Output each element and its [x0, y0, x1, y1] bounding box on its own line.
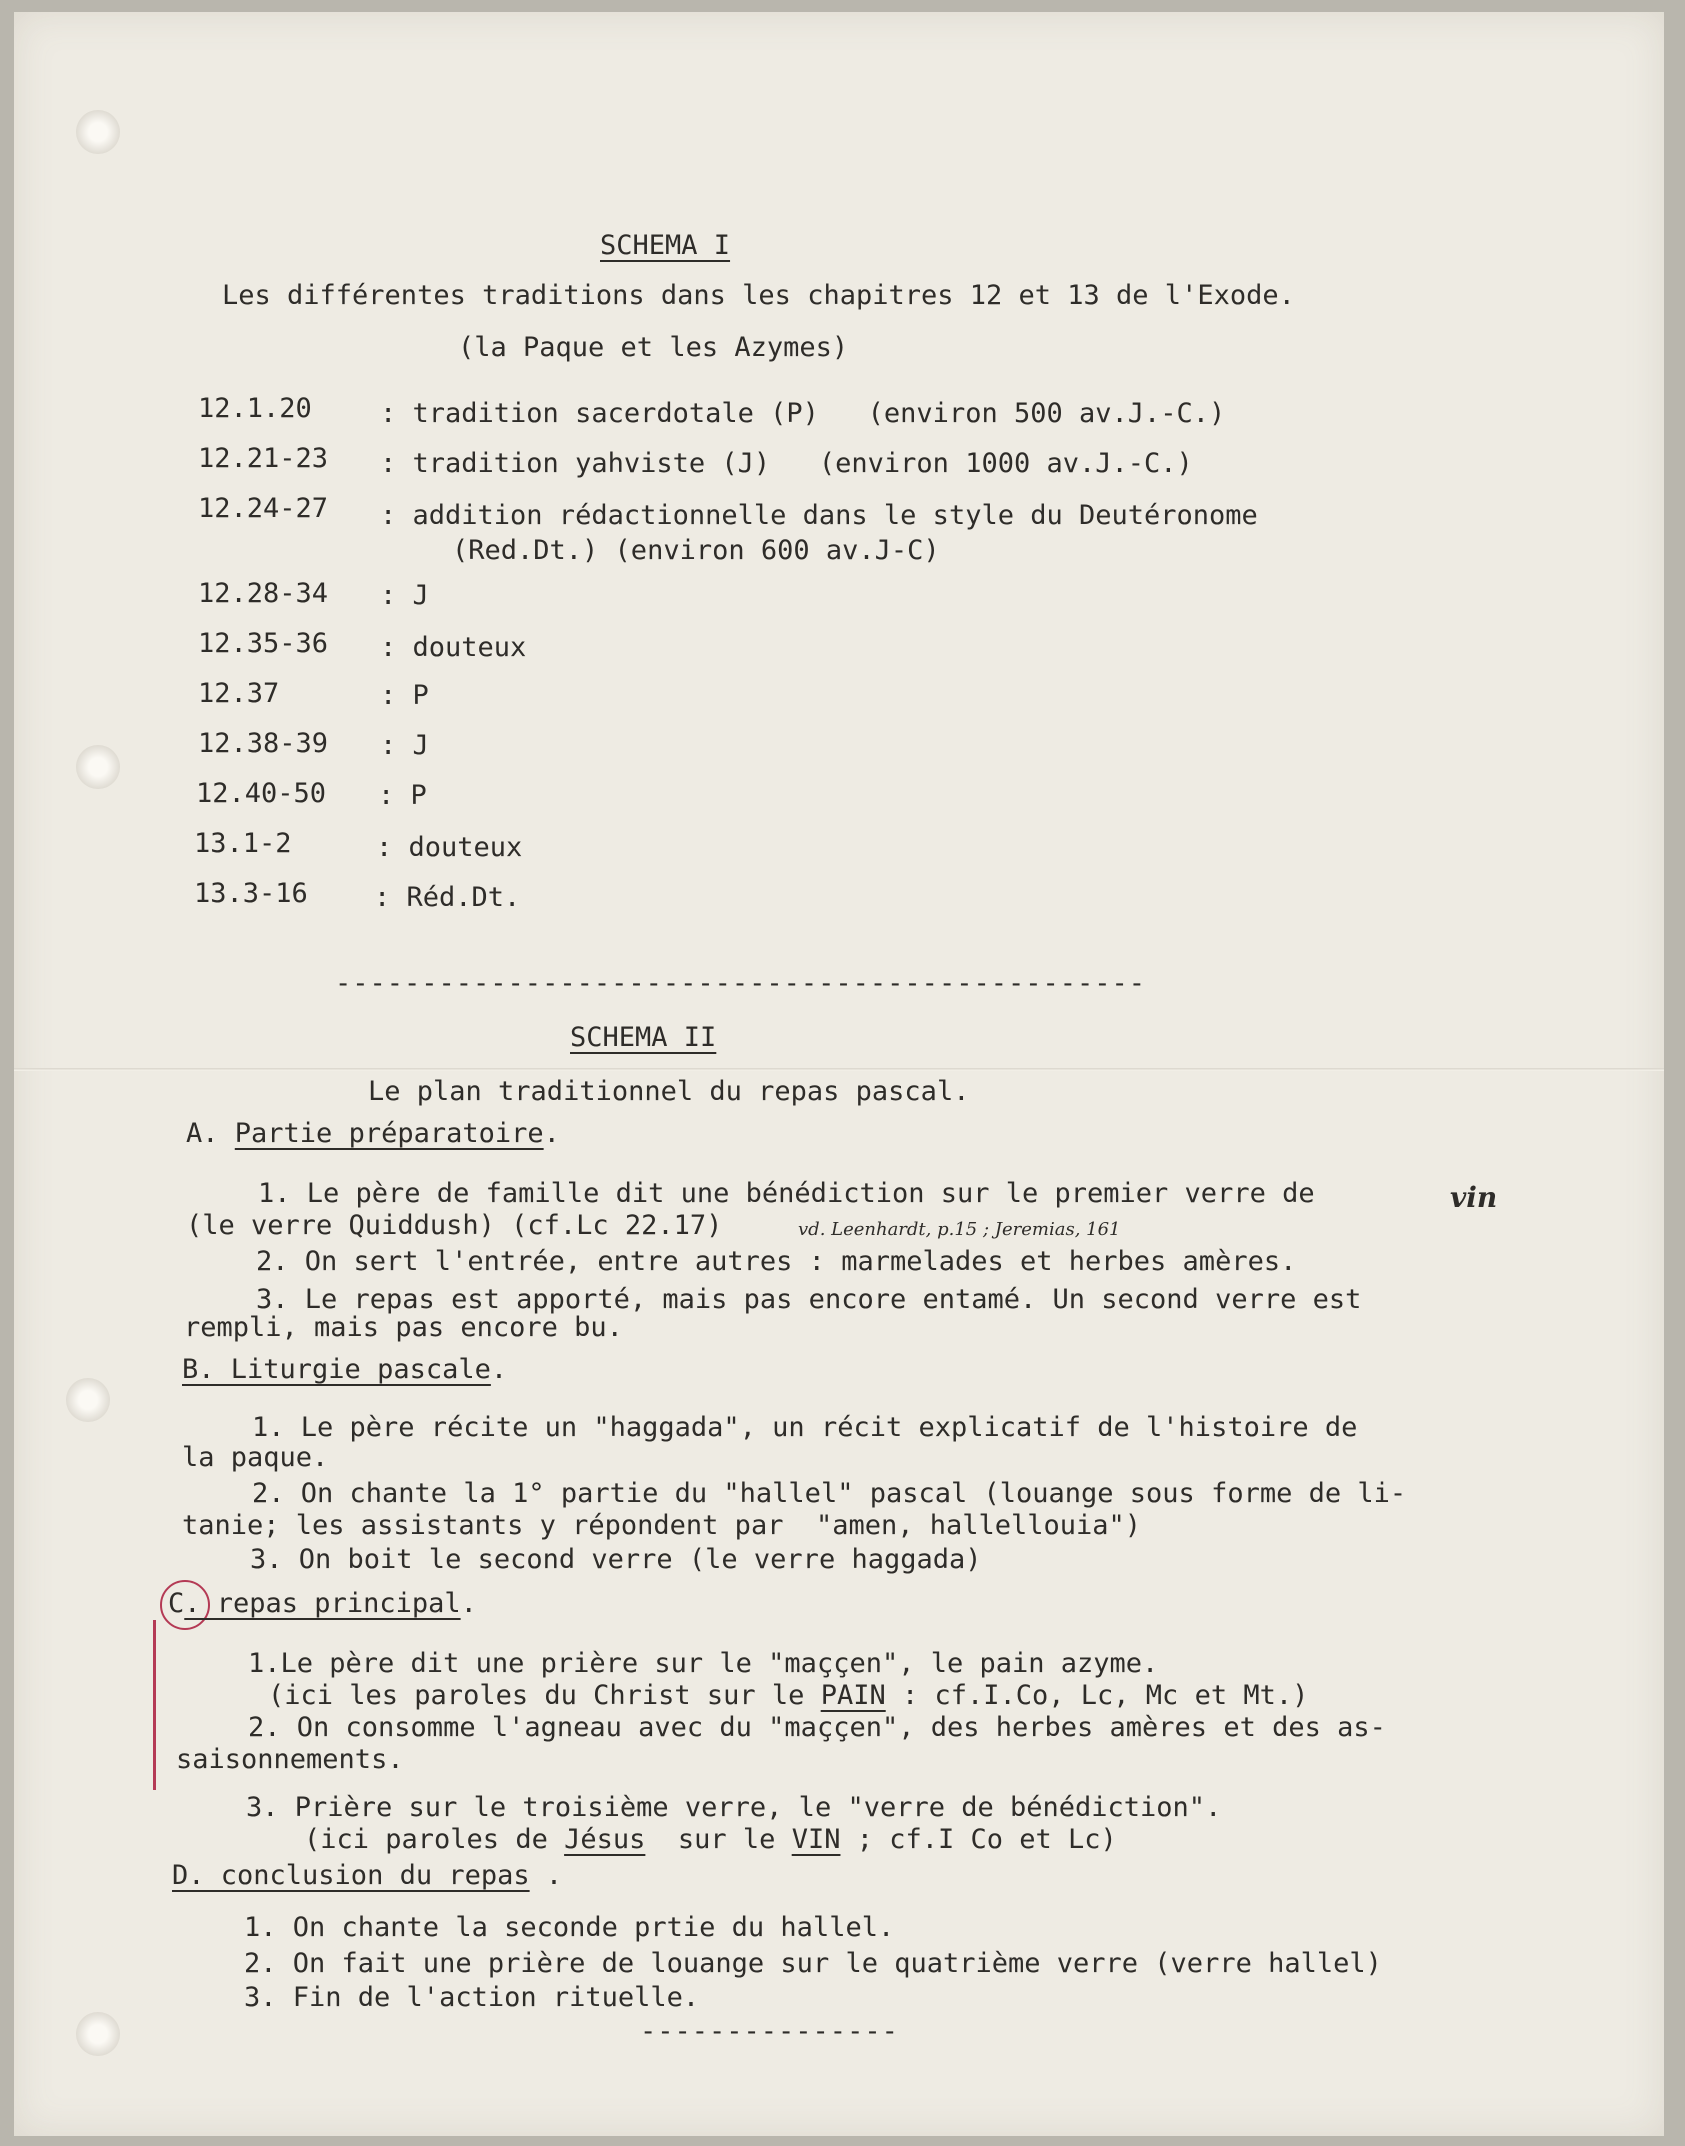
section-b-line: 1. Le père récite un "haggada", un récit explicatif de l'histoire de	[252, 1412, 1358, 1443]
row-ref: 12.21-23	[198, 443, 329, 474]
section-d-line: 3. Fin de l'action rituelle.	[244, 1982, 700, 2013]
section-heading: B. Liturgie pascale.	[182, 1354, 508, 1385]
section-a-line: rempli, mais pas encore bu.	[184, 1312, 623, 1343]
row-ref: 12.37	[198, 678, 280, 709]
section-c-line: (ici paroles de Jésus sur le VIN ; cf.I Co et Lc)	[304, 1824, 1117, 1855]
row-desc: : tradition sacerdotale (P) (environ 500 av.J.-C.)	[380, 398, 1226, 429]
section-c-line: saisonnements.	[176, 1744, 404, 1775]
section-heading: A. Partie préparatoire.	[186, 1118, 560, 1149]
row-desc: : douteux	[380, 632, 527, 663]
row-desc: : tradition yahviste (J) (environ 1000 av.J.-C.)	[380, 448, 1193, 479]
row-desc: : J	[380, 730, 429, 761]
schema2-subtitle: Le plan traditionnel du repas pascal.	[368, 1076, 970, 1107]
section-heading: D. conclusion du repas .	[172, 1860, 563, 1891]
section-a-line: 2. On sert l'entrée, entre autres : marmelades et herbes amères.	[256, 1246, 1297, 1277]
red-margin-line	[153, 1620, 156, 1790]
row-ref: 13.1-2	[194, 828, 292, 859]
handwritten-note: vd. Leenhardt, p.15 ; Jeremias, 161	[798, 1219, 1121, 1240]
row-ref: 12.1.20	[198, 393, 312, 424]
schema2-title: SCHEMA II	[570, 1022, 717, 1053]
separator: -----------------------------------------------	[335, 968, 1147, 999]
row-desc: : P	[380, 680, 429, 711]
row-desc: : douteux	[376, 832, 523, 863]
paper-fold	[14, 1068, 1664, 1071]
handwritten-word: vin	[1450, 1181, 1498, 1214]
row-desc: : J	[380, 580, 429, 611]
section-c-line: 3. Prière sur le troisième verre, le "verre de bénédiction".	[246, 1792, 1222, 1823]
section-c-line: 2. On consomme l'agneau avec du "maççen", des herbes amères et des as-	[248, 1712, 1386, 1743]
section-c-line: 1.Le père dit une prière sur le "maççen", le pain azyme.	[248, 1648, 1159, 1679]
row-ref: 13.3-16	[194, 878, 308, 909]
section-a-line: 1. Le père de famille dit une bénédiction sur le premier verre de	[258, 1178, 1315, 1209]
section-d-line: 1. On chante la seconde prtie du hallel.	[244, 1912, 895, 1943]
row-ref: 12.38-39	[198, 728, 329, 759]
row-desc: : Réd.Dt.	[374, 882, 521, 913]
section-a-line: (le verre Quiddush) (cf.Lc 22.17)	[186, 1210, 723, 1241]
schema1-title: SCHEMA I	[600, 230, 731, 261]
row-ref: 12.40-50	[196, 778, 327, 809]
punch-hole	[66, 1378, 110, 1422]
schema1-subtitle: Les différentes traditions dans les chapitres 12 et 13 de l'Exode.	[222, 280, 1295, 311]
row-ref: 12.24-27	[198, 493, 329, 524]
section-a-line: 3. Le repas est apporté, mais pas encore entamé. Un second verre est	[256, 1284, 1362, 1315]
section-b-line: 2. On chante la 1° partie du "hallel" pascal (louange sous forme de li-	[252, 1478, 1407, 1509]
section-c-line: (ici les paroles du Christ sur le PAIN : cf.I.Co, Lc, Mc et Mt.)	[268, 1680, 1309, 1711]
row-desc: : P	[378, 780, 427, 811]
section-b-line: 3. On boit le second verre (le verre haggada)	[250, 1544, 982, 1575]
row-ref: 12.35-36	[198, 628, 329, 659]
punch-hole	[76, 745, 120, 789]
end-separator: ---------------	[640, 2016, 899, 2047]
row-desc: : addition rédactionnelle dans le style du Deutéronome	[380, 500, 1258, 531]
punch-hole	[76, 110, 120, 154]
section-b-line: la paque.	[182, 1442, 329, 1473]
section-b-line: tanie; les assistants y répondent par "amen, hallellouia")	[182, 1510, 1142, 1541]
section-heading: C. repas principal.	[168, 1588, 477, 1619]
row-ref: 12.28-34	[198, 578, 329, 609]
schema1-subtitle2: (la Paque et les Azymes)	[458, 332, 849, 363]
section-d-line: 2. On fait une prière de louange sur le quatrième verre (verre hallel)	[244, 1948, 1382, 1979]
row-desc-continued: (Red.Dt.) (environ 600 av.J-C)	[452, 535, 940, 566]
punch-hole	[76, 2012, 120, 2056]
